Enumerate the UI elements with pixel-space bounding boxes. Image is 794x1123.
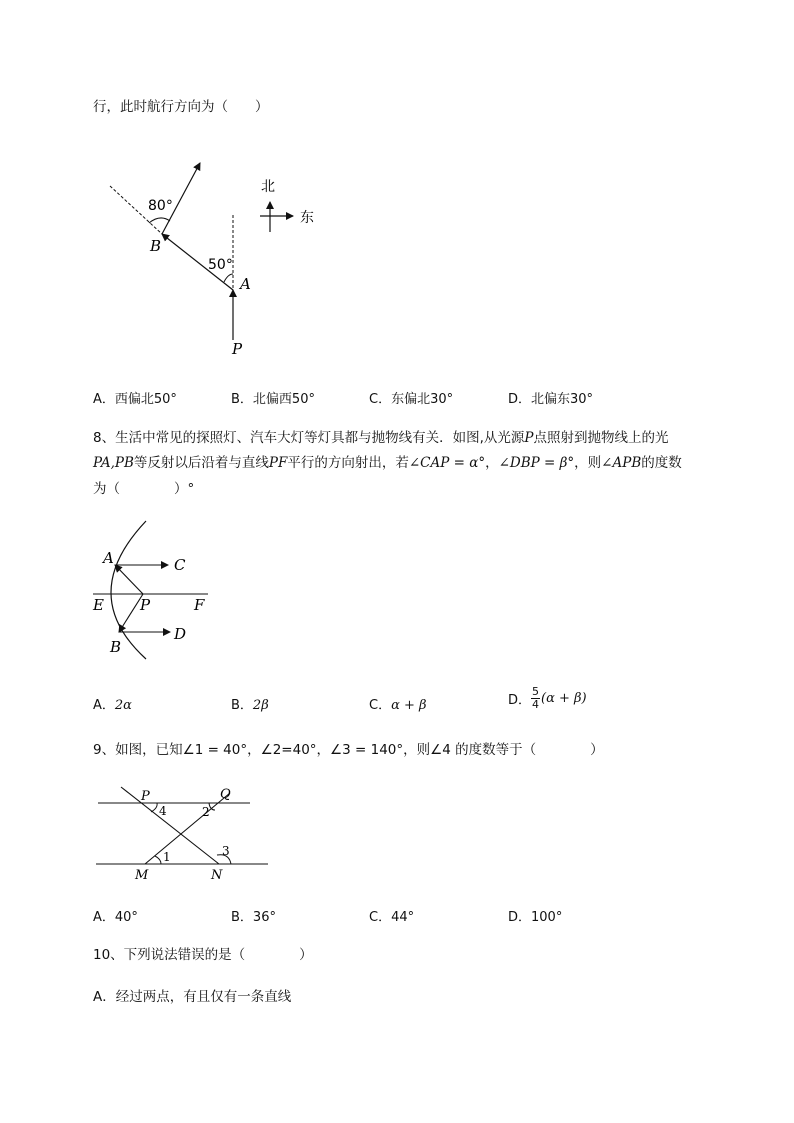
q8-stem-line3: 为（ ）°	[93, 481, 195, 497]
q7-angle-80: 80°	[148, 198, 173, 214]
q7-option-c: C．东偏北30°	[369, 392, 454, 407]
q8-label-e: E	[93, 596, 104, 614]
q7-label-p: P	[232, 340, 243, 358]
q9-option-a: A．40°	[93, 910, 138, 925]
q9-label-2: 2	[202, 805, 210, 819]
q7-label-b: B	[150, 237, 162, 255]
q9-label-n: N	[211, 868, 223, 883]
q7-angle-50: 50°	[208, 257, 233, 273]
q9-label-p: P	[141, 789, 150, 804]
q7-option-b: B．北偏西50°	[231, 392, 315, 407]
q9-figure	[93, 783, 273, 883]
q9-label-q: Q	[220, 787, 231, 802]
q9-option-d: D．100°	[508, 910, 563, 925]
q8-option-c: C．α + β	[369, 698, 427, 713]
q9-arc-1	[155, 856, 161, 864]
q10-option-a: A．经过两点，有且仅有一条直线	[93, 989, 292, 1005]
q9-option-c: C．44°	[369, 910, 415, 925]
q8-option-b: B．2β	[231, 698, 269, 713]
q7-label-a: A	[240, 275, 251, 293]
compass-east-label: 东	[300, 210, 314, 226]
q8-label-b: B	[110, 638, 122, 656]
q8-label-f: F	[194, 596, 205, 614]
q9-stem: 9、如图，已知∠1 = 40°，∠2=40°，∠3 = 140°，则∠4 的度数等于（ ）	[93, 742, 604, 758]
q8-figure	[88, 515, 218, 660]
q7-angle-arc-50	[224, 274, 233, 282]
q8-ray-pa	[115, 565, 143, 594]
q9-label-3: 3	[222, 844, 230, 858]
q8-label-p: P	[140, 596, 151, 614]
q7-figure	[100, 150, 340, 365]
q8-option-a: A．2α	[93, 698, 132, 713]
q8-option-d-fraction: $\frac{5}{4}$	[532, 685, 540, 711]
q9-label-m: M	[135, 868, 149, 883]
q7-angle-arc-80	[149, 218, 170, 223]
q10-stem: 10、下列说法错误的是（ ）	[93, 947, 313, 963]
q9-label-1: 1	[163, 850, 171, 864]
q8-option-d: D． $\frac{5}{4}$ (α + β)	[508, 685, 587, 711]
q8-stem-line2: PA,PB等反射以后沿着与直线PF平行的方向射出，若∠CAP = α°，∠DBP = β°，则∠APB的度数	[93, 455, 682, 471]
q7-stem-tail: 行，此时航行方向为（ ）	[93, 99, 269, 115]
q8-label-a: A	[103, 549, 114, 567]
q8-stem-line1: 8、生活中常见的探照灯、汽车大灯等灯具都与抛物线有关．如图,从光源P点照射到抛物线上的光	[93, 430, 669, 446]
q8-label-d: D	[174, 625, 187, 643]
q7-option-d: D．北偏东30°	[508, 392, 594, 407]
q7-option-a: A．西偏北50°	[93, 392, 177, 407]
q8-label-c: C	[174, 556, 186, 574]
q9-label-4: 4	[159, 804, 167, 818]
q9-line-qm	[145, 793, 230, 864]
q9-option-b: B．36°	[231, 910, 276, 925]
compass-north-label: 北	[261, 179, 275, 195]
